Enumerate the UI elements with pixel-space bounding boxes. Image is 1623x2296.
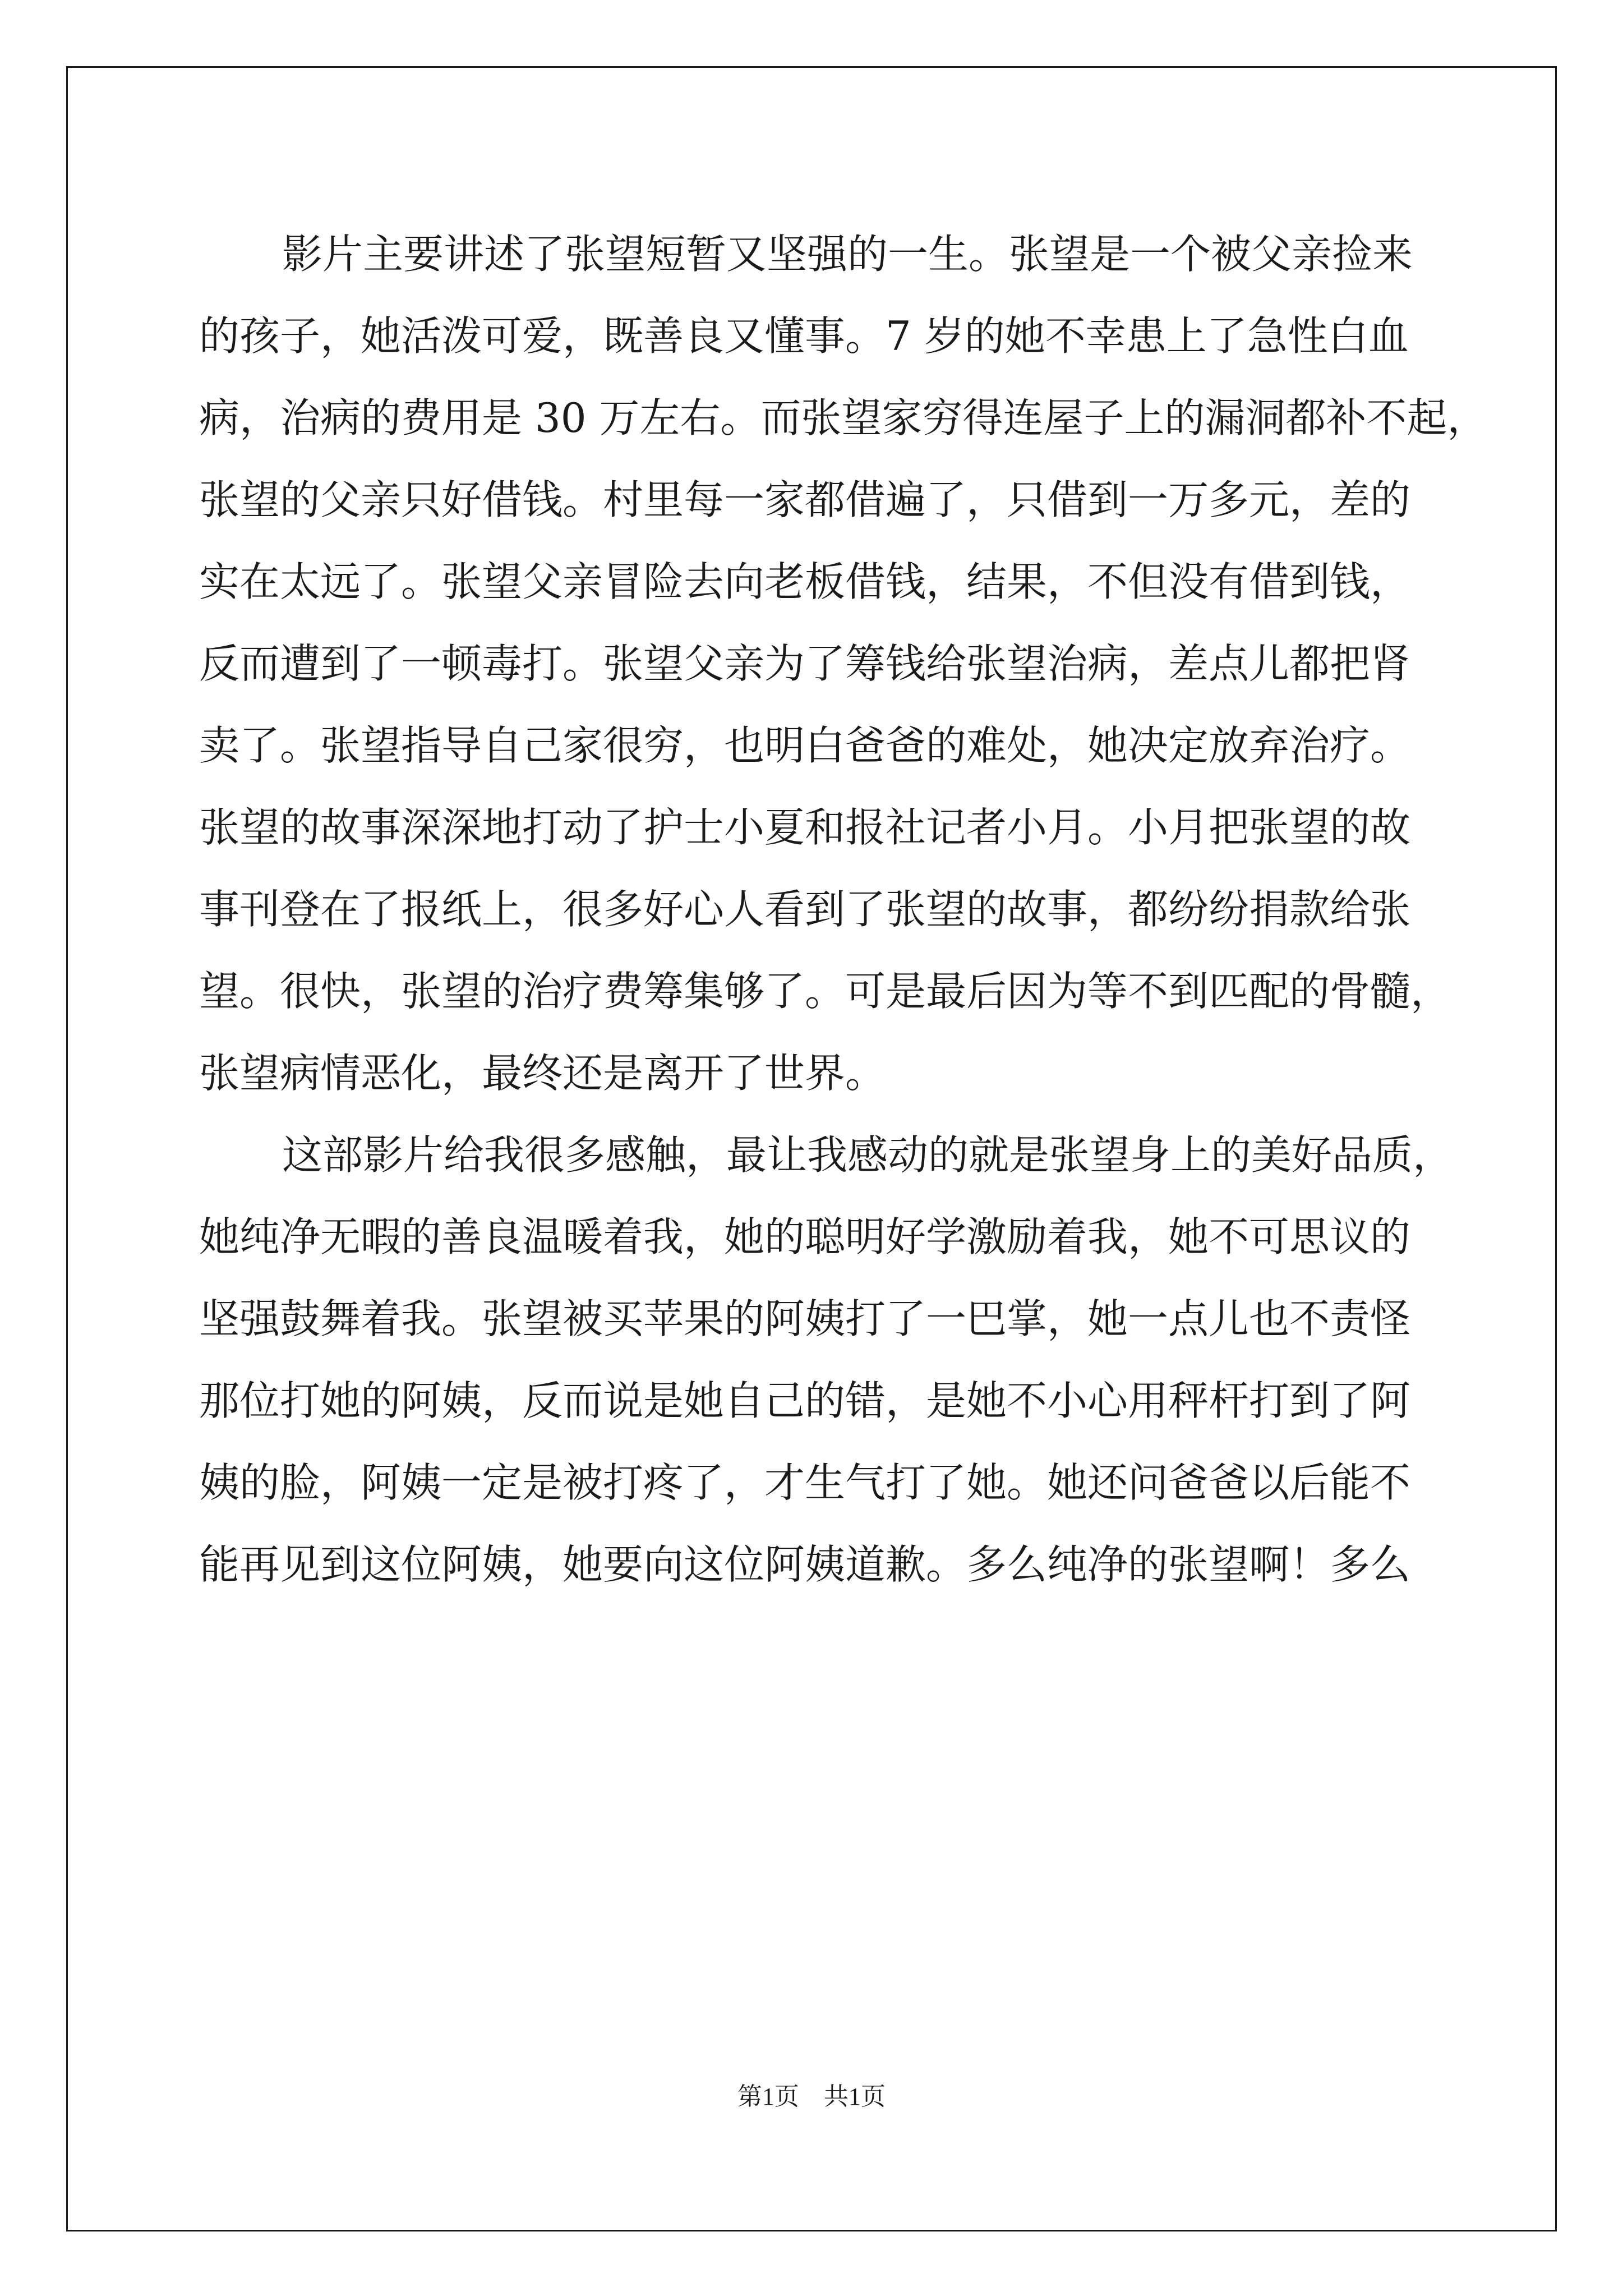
paragraph-1-line-6: 反而遭到了一顿毒打。张望父亲为了筹钱给张望治病，差点儿都把肾 xyxy=(199,640,1411,687)
page-number-footer: 第1页 共1页 xyxy=(737,2083,886,2110)
paragraph-1-line-10: 望。很快，张望的治疗费筹集够了。可是最后因为等不到匹配的骨髓， xyxy=(199,968,1451,1015)
paragraph-1-line-5: 实在太远了。张望父亲冒险去向老板借钱，结果，不但没有借到钱， xyxy=(199,558,1411,605)
paragraph-2-line-1: 这部影片给我很多感触，最让我感动的就是张望身上的美好品质， xyxy=(282,1131,1454,1179)
paragraph-2-line-3: 坚强鼓舞着我。张望被买苹果的阿姨打了一巴掌，她一点儿也不责怪 xyxy=(199,1295,1411,1342)
paragraph-1-line-9: 事刊登在了报纸上，很多好心人看到了张望的故事，都纷纷捐款给张 xyxy=(199,886,1411,933)
paragraph-1-line-1: 影片主要讲述了张望短暂又坚强的一生。张望是一个被父亲捡来 xyxy=(282,231,1413,278)
paragraph-2-line-6: 能再见到这位阿姨，她要向这位阿姨道歉。多么纯净的张望啊！多么 xyxy=(199,1541,1411,1588)
paragraph-1-line-3: 病，治病的费用是 30 万左右。而张望家穷得连屋子上的漏洞都补不起， xyxy=(199,394,1488,441)
paragraph-1-line-11: 张望病情恶化，最终还是离开了世界。 xyxy=(199,1050,886,1097)
paragraph-1-line-2: 的孩子，她活泼可爱，既善良又懂事。7 岁的她不幸患上了急性白血 xyxy=(199,312,1409,360)
paragraph-1-line-7: 卖了。张望指导自己家很穷，也明白爸爸的难处，她决定放弃治疗。 xyxy=(199,722,1411,769)
paragraph-2-line-2: 她纯净无暇的善良温暖着我，她的聪明好学激励着我，她不可思议的 xyxy=(199,1213,1411,1260)
document-body xyxy=(199,213,1488,1605)
paragraph-2-line-4: 那位打她的阿姨，反而说是她自己的错，是她不小心用秤杆打到了阿 xyxy=(199,1377,1411,1424)
paragraph-1-line-8: 张望的故事深深地打动了护士小夏和报社记者小月。小月把张望的故 xyxy=(199,804,1411,851)
paragraph-2-line-5: 姨的脸，阿姨一定是被打疼了，才生气打了她。她还问爸爸以后能不 xyxy=(199,1459,1411,1506)
paragraph-1-line-4: 张望的父亲只好借钱。村里每一家都借遍了，只借到一万多元，差的 xyxy=(199,476,1411,523)
